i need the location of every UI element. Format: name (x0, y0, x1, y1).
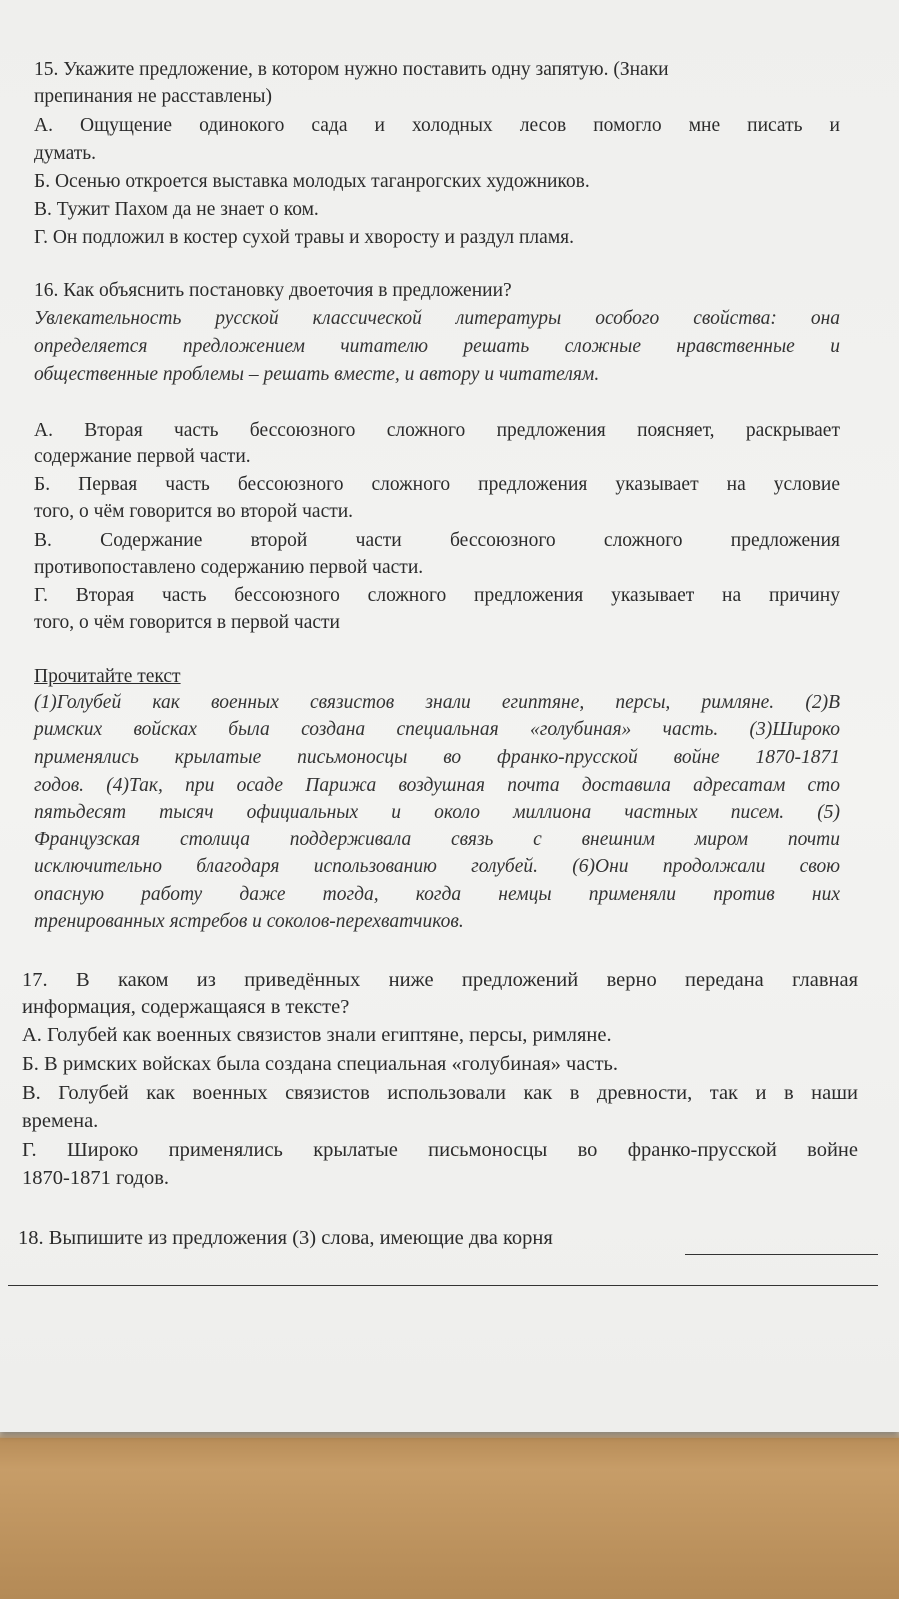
answer-line (8, 1285, 878, 1286)
q17-option-c: В. Голубей как военных связистов использовали как в древности, так и в наши (22, 1082, 858, 1104)
q16-option-a-cont: содержание первой части. (34, 446, 251, 467)
q15-option-c: В. Тужит Пахом да не знает о ком. (34, 199, 319, 220)
q16-quote: общественные проблемы – решать вместе, и автору и читателям. (34, 364, 600, 385)
q17-option-b: Б. В римских войсках была создана специальная «голубиная» часть. (22, 1053, 619, 1075)
q16-quote: определяется предложением читателю решать сложные нравственные и (34, 336, 840, 357)
reading-line: Французская столица поддерживала связь с внешним миром почти (34, 829, 840, 850)
q15-line: 15. Укажите предложение, в котором нужно поставить одну запятую. (Знаки (34, 59, 669, 80)
reading-line: применялись крылатые письмоносцы во франко-прусской войне 1870-1871 (34, 747, 840, 768)
q15-option-a-cont: думать. (34, 143, 97, 164)
reading-line: годов. (4)Так, при осаде Парижа воздушная почта доставила адресатам сто (34, 775, 840, 796)
q16-option-c: В. Содержание второй части бессоюзного сложного предложения (34, 530, 840, 551)
q16-prompt: 16. Как объяснить постановку двоеточия в предложении? (34, 280, 512, 301)
reading-line: опасную работу даже тогда, когда немцы применяли против них (34, 884, 840, 905)
q16-option-d-cont: того, о чём говорится в первой части (34, 612, 340, 633)
q16-option-c-cont: противопоставлено содержанию первой части. (34, 557, 424, 578)
q17-option-c-cont: времена. (22, 1110, 99, 1132)
reading-line: (1)Голубей как военных связистов знали египтяне, персы, римляне. (2)В (34, 692, 840, 713)
reading-heading: Прочитайте текст (34, 666, 181, 687)
q15-line: препинания не расставлены) (34, 86, 272, 107)
reading-line: тренированных ястребов и соколов-перехватчиков. (34, 911, 464, 932)
q17-option-d: Г. Широко применялись крылатые письмоносцы во франко-прусской войне (22, 1139, 858, 1161)
answer-line (685, 1254, 878, 1255)
reading-line: исключительно благодаря использованию голубей. (6)Они продолжали свою (34, 856, 840, 877)
q16-quote: Увлекательность русской классической литературы особого свойства: она (34, 308, 840, 329)
q15-option-d: Г. Он подложил в костер сухой травы и хворосту и раздул пламя. (34, 227, 575, 248)
reading-line: римских войсках была создана специальная «голубиная» часть. (3)Широко (34, 719, 840, 740)
q16-option-d: Г. Вторая часть бессоюзного сложного предложения указывает на причину (34, 585, 840, 606)
q17-option-d-cont: 1870-1871 годов. (22, 1167, 169, 1189)
q16-option-b-cont: того, о чём говорится во второй части. (34, 501, 354, 522)
reading-line: пятьдесят тысяч официальных и около миллиона частных писем. (5) (34, 802, 840, 823)
q17-prompt: 17. В каком из приведённых ниже предложений верно передана главная (22, 969, 858, 991)
q16-option-b: Б. Первая часть бессоюзного сложного предложения указывает на условие (34, 474, 840, 495)
q15-option-b: Б. Осенью откроется выставка молодых таганрогских художников. (34, 171, 590, 192)
q17-option-a: А. Голубей как военных связистов знали египтяне, персы, римляне. (22, 1024, 612, 1046)
q18-prompt: 18. Выпишите из предложения (3) слова, имеющие два корня (18, 1227, 553, 1249)
q15-option-a: А. Ощущение одинокого сада и холодных лесов помогло мне писать и (34, 115, 840, 136)
q16-option-a: А. Вторая часть бессоюзного сложного предложения поясняет, раскрывает (34, 420, 840, 441)
q17-prompt-cont: информация, содержащаяся в тексте? (22, 996, 350, 1018)
